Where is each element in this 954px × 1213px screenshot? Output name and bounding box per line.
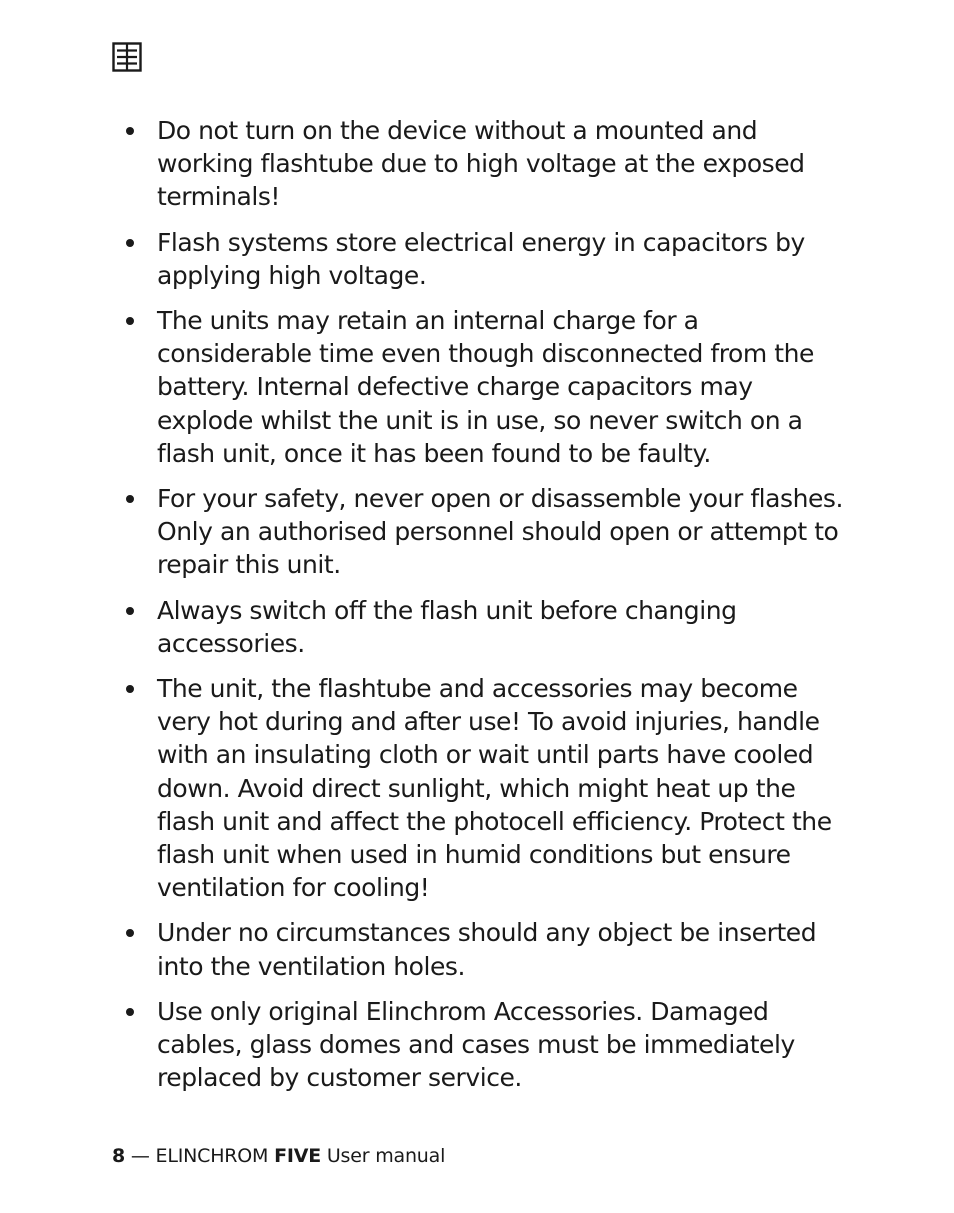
list-item [118,114,848,214]
table-of-contents-icon[interactable] [112,42,142,72]
list-item [118,482,848,582]
table-of-contents-icon-graphic [112,42,142,72]
bullet-dot-icon [126,1008,134,1016]
page-number: 8 [112,1145,126,1167]
list-item-text: Under no circumstances should any object be inserted into the ventilation holes. [157,918,817,981]
safety-instructions-list [118,114,848,1106]
list-item-text: Use only original Elinchrom Accessories. Damaged cables, glass domes and cases must be immediately replaced by customer service. [157,996,795,1093]
list-item-text: The unit, the flashtube and accessories may become very hot during and after use! To avoid injuries, handle with an insulating cloth or wait until parts have cooled down. Avoid direct sunlight, which might heat up the flash unit and affect the photocell efficiency. Protect the flash unit when used in humid conditions but ensure ventilation for cooling! [157,674,832,903]
list-item [118,672,848,904]
bullet-dot-icon [126,929,134,937]
list-item-text: Always switch off the flash unit before changing accessories. [157,595,737,658]
footer-model: FIVE [274,1145,322,1167]
bullet-dot-icon [126,607,134,615]
list-item-text: The units may retain an internal charge for a considerable time even though disconnected from the battery. Internal defective charge capacitors may explode whilst the unit is in use, so never switch on a flash unit, once it has been found to be faulty. [157,306,814,468]
list-item-text: Do not turn on the device without a mounted and working flashtube due to high voltage at the exposed terminals! [157,116,805,212]
list-item [118,916,848,982]
footer-brand: ELINCHROM [155,1145,275,1167]
bullet-dot-icon [126,495,134,503]
list-item [118,594,848,660]
bullet-dot-icon [126,239,134,247]
bullet-dot-icon [126,127,134,135]
list-item-text: For your safety, never open or disassemble your flashes. Only an authorised personnel should open or attempt to repair this unit. [157,484,844,580]
bullet-dot-icon [126,317,134,325]
list-item-text: Flash systems store electrical energy in capacitors by applying high voltage. [157,227,805,290]
footer-separator: — [125,1145,156,1167]
bullet-dot-icon [126,685,134,693]
page-footer [112,1144,445,1168]
footer-doc-type: User manual [321,1145,446,1167]
list-item [118,995,848,1095]
list-item [118,304,848,470]
list-item [118,226,848,292]
